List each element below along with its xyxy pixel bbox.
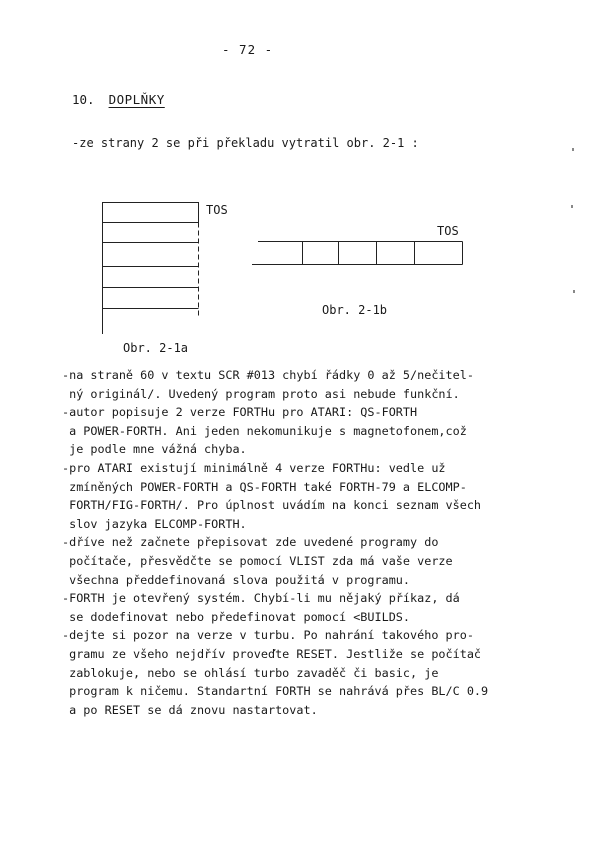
row-tos-label: TOS	[437, 224, 459, 238]
text-line: se dodefinovat nebo předefinovat pomocí <BUILDS.	[62, 609, 411, 624]
figure-2-1b-row	[250, 236, 470, 270]
text-line: ný originál/. Uvedený program proto asi nebude funkční.	[62, 386, 460, 401]
text-line: počítače, přesvědčte se pomocí VLIST zda má vaše verze	[62, 553, 453, 568]
text-line: -autor popisuje 2 verze FORTHu pro ATARI: QS-FORTH	[62, 405, 418, 420]
scan-speck	[573, 290, 575, 293]
text-line: zmíněných POWER-FORTH a QS-FORTH také FORTH-79 a ELCOMP-	[62, 479, 467, 494]
text-line: -dejte si pozor na verze v turbu. Po nahrání takového pro-	[62, 628, 474, 643]
section-number: 10.	[72, 92, 95, 107]
body-text	[62, 366, 489, 719]
page-number: - 72 -	[222, 42, 274, 57]
text-line: slov jazyka ELCOMP-FORTH.	[62, 516, 247, 531]
scan-speck	[571, 205, 573, 208]
text-line: všechna předdefinovaná slova použitá v programu.	[62, 572, 411, 587]
text-line: program k ničemu. Standartní FORTH se nahrává přes BL/C 0.9	[62, 684, 489, 699]
text-line: -FORTH je otevřený systém. Chybí-li mu nějaký příkaz, dá	[62, 591, 460, 606]
text-line: -dříve než začnete přepisovat zde uvedené programy do	[62, 535, 439, 550]
figure-2-1a-stack	[96, 196, 208, 338]
text-line: a po RESET se dá znovu nastartovat.	[62, 702, 318, 717]
text-line: -pro ATARI existují minimálně 4 verze FORTHu: vedle už	[62, 460, 446, 475]
intro-text: -ze strany 2 se při překladu vytratil obr. 2-1 :	[72, 136, 419, 150]
figure-caption-b: Obr. 2-1b	[322, 303, 388, 317]
stack-tos-label: TOS	[206, 203, 228, 217]
section-title: DOPLŇKY	[108, 92, 165, 107]
text-line: zablokuje, nebo se ohlásí turbo zavaděč či basic, je	[62, 665, 439, 680]
figure-caption-a: Obr. 2-1a	[123, 341, 189, 355]
text-line: gramu ze všeho nejdřív proveďte RESET. Jestliže se počítač	[62, 646, 482, 661]
text-line: FORTH/FIG-FORTH/. Pro úplnost uvádím na konci seznam všech	[62, 498, 482, 513]
text-line: -na straně 60 v textu SCR #013 chybí řádky 0 až 5/nečitel-	[62, 368, 474, 382]
text-line: a POWER-FORTH. Ani jeden nekomunikuje s magnetofonem,což	[62, 423, 467, 438]
section-heading	[72, 92, 165, 107]
scan-speck	[572, 148, 574, 151]
text-line: je podle mne vážná chyba.	[62, 442, 247, 457]
stack-cell	[103, 203, 199, 223]
